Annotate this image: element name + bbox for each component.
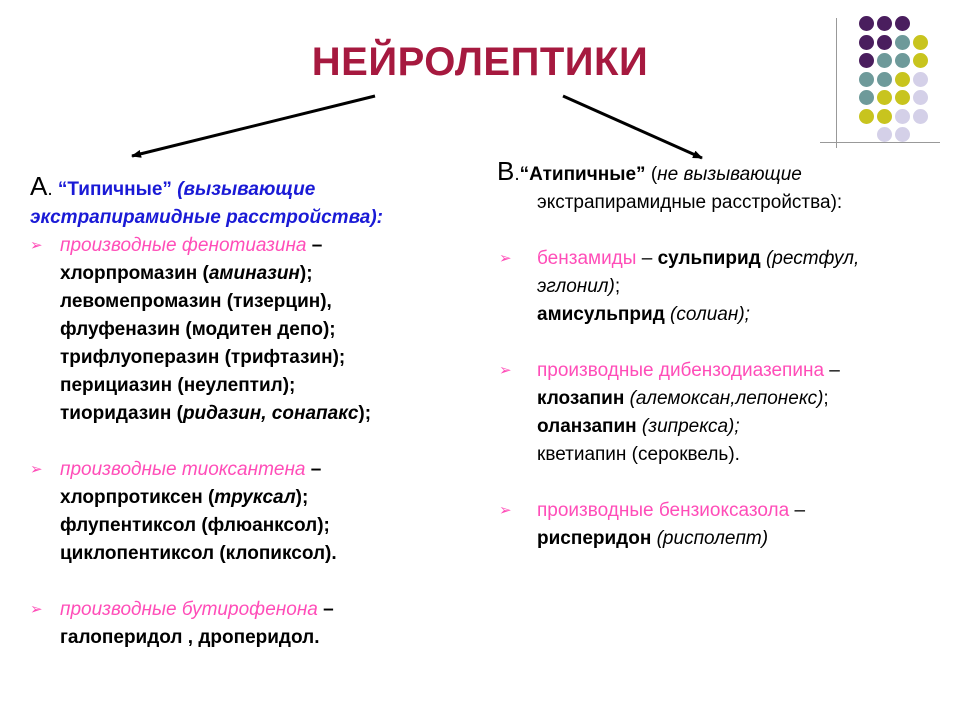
typical-letter: А [30, 171, 48, 201]
drug-brand: (рестфул, эглонил) [537, 248, 860, 297]
slide-title: НЕЙРОЛЕПТИКИ [311, 40, 649, 84]
drug-name: оланзапин [537, 416, 637, 437]
group-label: производные бензиоксазола [537, 500, 790, 521]
drug-item: галоперидол , дроперидол. [60, 627, 320, 648]
arrow-left [132, 96, 375, 156]
drug-name: сульпирид [657, 248, 761, 269]
bullet-arrow-icon: ➢ [499, 362, 512, 379]
drug-item: тиоридазин (ридазин, сонапакс); [60, 403, 372, 424]
bullet-arrow-icon: ➢ [30, 237, 43, 254]
atypical-heading: В.“Атипичные” (не вызывающие [497, 156, 802, 186]
group-benzisoxazole: ➢ производные бензиоксазола – рисперидон (рисполепт) [497, 497, 947, 553]
drug-item: левомепромазин (тизерцин), [60, 291, 332, 312]
drug-item: циклопентиксол (клопиксол). [60, 543, 337, 564]
drug-item: флупентиксол (флюанксол); [60, 515, 330, 536]
drug-name: клозапин [537, 388, 625, 409]
typical-name: “Типичные” [57, 179, 172, 200]
atypical-desc-rest: экстрапирамидные расстройства): [537, 192, 843, 213]
typical-heading: А. “Типичные” (вызывающие экстрапирамидные расстройства): [30, 171, 384, 228]
typical-group: ➢ производные тиоксантена – хлорпротиксен (труксал); флупентиксол (флюанксол); циклопентиксол (клопиксол). [30, 456, 470, 568]
drug-brand: (зипрекса); [636, 416, 740, 437]
typical-column [30, 172, 470, 652]
bullet-arrow-icon: ➢ [499, 502, 512, 519]
typical-group: ➢ производные бутирофенона – галоперидол , дроперидол. [30, 596, 470, 652]
drug-name: кветиапин (сероквель). [537, 444, 740, 465]
drug-item: трифлуоперазин (трифтазин); [60, 347, 346, 368]
group-label: производные дибензодиазепина [537, 360, 825, 381]
group-benzamides: ➢ бензамиды – сульпирид (рестфул, эглонил); амисульприд (солиан); [497, 245, 947, 329]
drug-brand: (солиан); [664, 304, 750, 325]
typical-desc: (вызывающие экстрапирамидные расстройства): [30, 179, 384, 228]
atypical-column [497, 157, 947, 553]
arrow-right [563, 96, 702, 158]
group-label: производные фенотиазина [60, 235, 307, 256]
drug-name: амисульприд [537, 304, 665, 325]
drug-brand: (рисполепт) [651, 528, 769, 549]
group-label: производные бутирофенона [60, 599, 318, 620]
atypical-name: “Атипичные” [519, 164, 646, 185]
drug-item: флуфеназин (модитен депо); [60, 319, 336, 340]
group-label: бензамиды [537, 248, 637, 269]
drug-item: хлорпротиксен (труксал); [60, 487, 309, 508]
bullet-arrow-icon: ➢ [499, 250, 512, 267]
drug-brand: (алемоксан,лепонекс) [624, 388, 824, 409]
drug-name: рисперидон [537, 528, 652, 549]
bullet-arrow-icon: ➢ [30, 601, 43, 618]
drug-item: хлорпромазин (аминазин); [60, 263, 313, 284]
group-label: производные тиоксантена [60, 459, 306, 480]
atypical-desc-italic: не вызывающие [657, 164, 802, 185]
drug-item: перициазин (неулептил); [60, 375, 296, 396]
atypical-letter: В [497, 156, 515, 186]
bullet-arrow-icon: ➢ [30, 461, 43, 478]
typical-group: ➢ производные фенотиазина – хлорпромазин (аминазин); левомепромазин (тизерцин), флуфеназин (модитен депо); трифлуоперазин (трифтазин); перициазин (неулептил); тиоридазин (ридазин, сонапакс); [30, 232, 470, 428]
group-dibenzodiazepine: ➢ производные дибензодиазепина – клозапин (алемоксан,лепонекс); оланзапин (зипрекса); кветиапин (сероквель). [497, 357, 947, 469]
